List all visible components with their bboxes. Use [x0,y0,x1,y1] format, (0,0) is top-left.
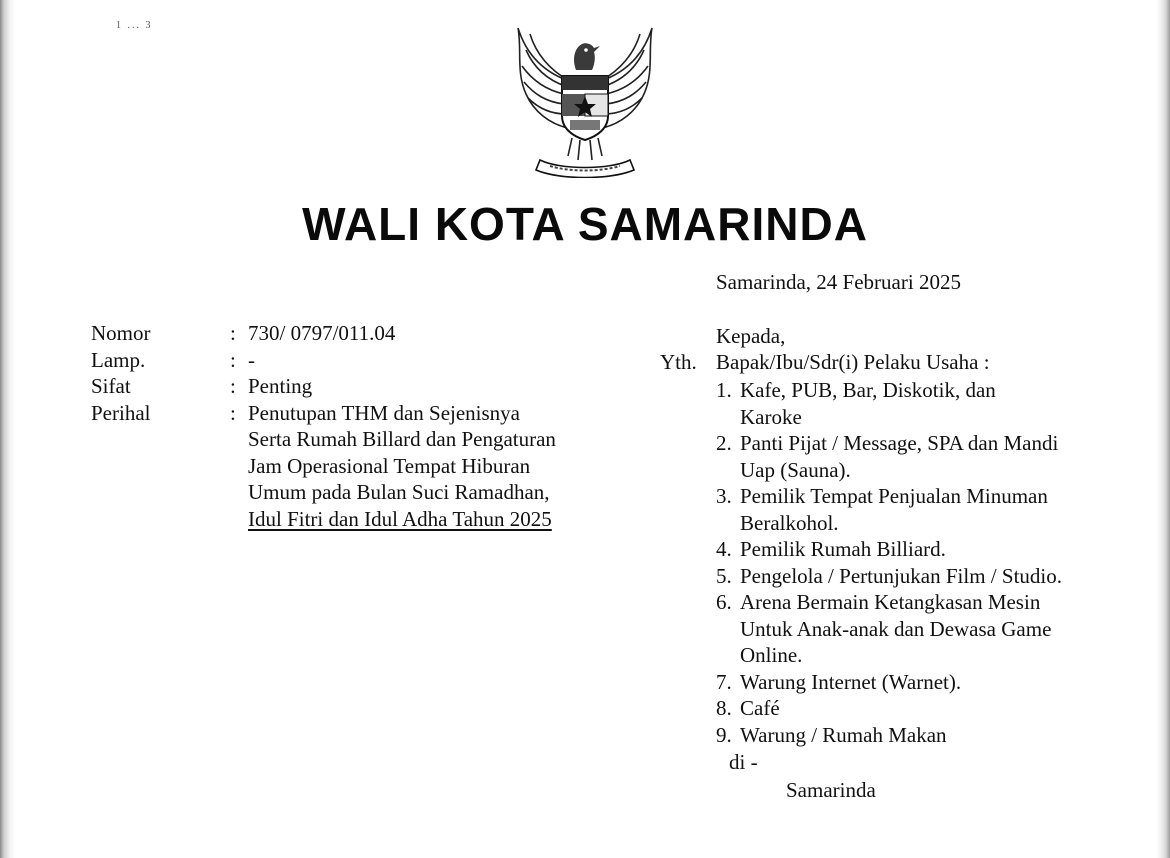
list-item-number: 4. [716,537,732,561]
list-item-number: 8. [716,696,732,720]
list-item-text: Café [740,696,780,720]
meta-colon: : [230,374,236,398]
list-item [716,563,1136,590]
list-item-text: Online. [740,643,803,667]
perihal-line: Serta Rumah Billard dan Pengaturan [248,427,556,451]
list-item-number: 6. [716,590,732,614]
list-item-text: Arena Bermain Ketangkasan Mesin [740,590,1041,614]
meta-colon: : [230,321,236,345]
list-item [716,377,1136,430]
list-item-text: Untuk Anak-anak dan Dewasa Game [740,616,1052,641]
list-item-text: Pemilik Rumah Billiard. [740,537,946,561]
list-item-number: 9. [716,722,732,747]
garuda-emblem-icon [510,20,660,178]
list-item-text: Karoke [740,404,802,429]
di-label: di - [729,750,758,774]
kepada-label: Kepada, [716,324,786,348]
letterhead-title: WALI KOTA SAMARINDA [302,198,868,250]
list-item-number: 2. [716,431,732,455]
perihal-line: Penutupan THM dan Sejenisnya [248,400,520,425]
list-item-text: Warung Internet (Warnet). [740,669,962,694]
yth-label: Yth. [660,350,697,374]
recipient-city: Samarinda [786,778,876,802]
recipient-list [716,377,1136,748]
perihal-line-underlined: Idul Fitri dan Idul Adha Tahun 2025 [248,506,552,531]
meta-label-sifat: Sifat [91,374,131,398]
perihal-line: Jam Operasional Tempat Hiburan [248,453,531,478]
list-item [716,722,1136,749]
handwritten-scribble: 1 ... 3 [116,20,153,31]
list-item-number: 1. [716,378,732,402]
meta-colon: : [230,347,236,372]
perihal-subject [248,400,556,533]
list-item [716,669,1136,696]
list-item-text: Panti Pijat / Message, SPA dan Mandi [740,431,1059,455]
meta-label-perihal: Perihal [91,400,151,425]
page-shadow-right [1156,0,1170,858]
list-item [716,483,1136,536]
list-item [716,695,1136,722]
list-item-number: 5. [716,563,732,588]
addressee-line: Bapak/Ibu/Sdr(i) Pelaku Usaha : [716,350,990,374]
list-item-text: Beralkohol. [740,510,839,535]
list-item-number: 3. [716,484,732,508]
page-shadow-left [0,0,16,858]
letter-date: Samarinda, 24 Februari 2025 [716,270,961,294]
meta-value-lamp: - [248,347,255,372]
meta-value-sifat: Penting [248,374,313,398]
list-item [716,430,1136,483]
list-item-text: Pengelola / Pertunjukan Film / Studio. [740,563,1062,588]
meta-colon: : [230,400,236,425]
list-item-text: Kafe, PUB, Bar, Diskotik, dan [740,378,996,402]
perihal-line: Umum pada Bulan Suci Ramadhan, [248,480,550,504]
list-item-text: Pemilik Tempat Penjualan Minuman [740,484,1048,508]
meta-label-lamp: Lamp. [91,347,146,372]
list-item [716,536,1136,563]
meta-label-nomor: Nomor [91,321,151,345]
list-item-number: 7. [716,669,732,694]
meta-value-nomor: 730/ 0797/011.04 [248,321,396,345]
list-item-text: Warung / Rumah Makan [740,722,947,747]
list-item-text: Uap (Sauna). [740,457,851,482]
list-item [716,589,1136,669]
